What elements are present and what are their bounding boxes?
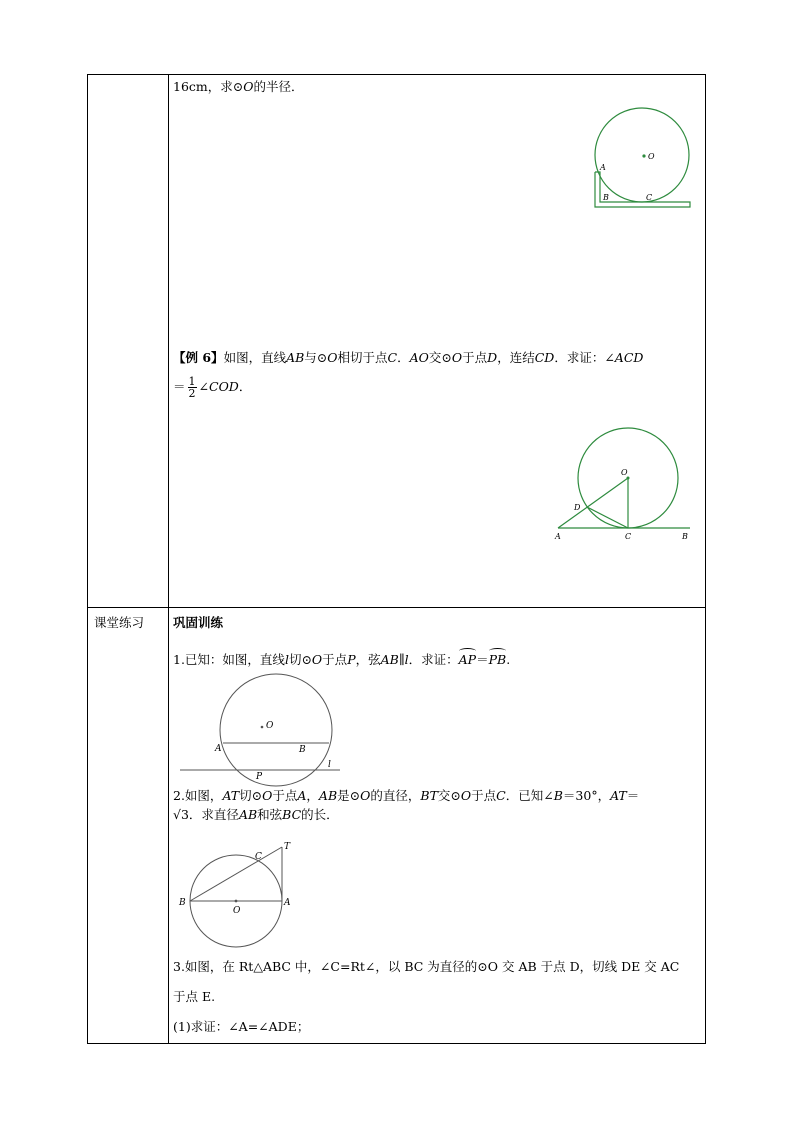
label-B: B — [299, 745, 306, 755]
arc-AP: AP — [458, 652, 477, 667]
label-D: D — [574, 503, 581, 512]
figure-circle-on-ruler — [590, 108, 700, 212]
label-A: A — [600, 163, 606, 172]
circle-O — [595, 108, 689, 202]
figure-q2-diameter-tangent — [176, 838, 296, 953]
label-A: A — [555, 532, 561, 541]
label-O: O — [648, 152, 655, 161]
arc-PB: PB — [488, 652, 507, 667]
center-point-O — [642, 154, 645, 157]
label-O: O — [621, 468, 628, 477]
figure-q1-chord-tangent — [180, 684, 345, 784]
center-point-O — [261, 726, 264, 729]
label-A: A — [284, 898, 291, 908]
label-C: C — [646, 193, 653, 202]
problem-intro-line: 16cm，求⊙O的半径． — [173, 79, 304, 94]
question-3-line1: 3.如图，在 Rt△ABC 中，∠C=Rt∠，以 BC 为直径的⊙O 交 AB 于点 D，切线 DE 交 AC — [173, 959, 680, 974]
chord-CD — [587, 507, 628, 528]
label-O: O — [233, 906, 241, 916]
circle-O — [220, 674, 332, 786]
question-2-line2: √3．求直径AB和弦BC的长． — [173, 807, 339, 822]
label-B: B — [179, 898, 186, 908]
label-T: T — [284, 842, 291, 852]
label-C: C — [255, 852, 262, 862]
column-divider — [168, 75, 169, 1043]
section-heading: 巩固训练 — [173, 615, 224, 630]
sqrt-three: √3 — [173, 807, 189, 822]
section-label-classroom-practice: 课堂练习 — [94, 615, 145, 630]
center-point-O — [235, 900, 238, 903]
fraction-one-half: $\frac{1}{2}$ — [188, 375, 196, 400]
label-O: O — [266, 721, 274, 731]
figure-example6-tangent — [552, 424, 697, 544]
label-P: P — [256, 772, 263, 782]
label-A: A — [215, 744, 222, 754]
label-l: l — [328, 760, 331, 770]
row-divider — [88, 607, 705, 608]
question-1: 1.已知：如图，直线l切⊙O于点P，弦AB∥l．求证：AP＝PB. — [173, 652, 511, 667]
question-3-line2: 于点 E. — [173, 989, 216, 1004]
question-3-part1: (1)求证：∠A=∠ADE； — [173, 1019, 310, 1034]
question-2-line1: 2.如图，AT切⊙O于点A，AB是⊙O的直径，BT交⊙O于点C．已知∠B＝30°，AT＝ — [173, 788, 640, 803]
label-C: C — [625, 532, 632, 541]
label-B: B — [603, 193, 609, 202]
label-B: B — [682, 532, 688, 541]
example6-line1: 【例 6】如图，直线AB与⊙O相切于点C．AO交⊙O于点D，连结CD．求证：∠ACD — [173, 350, 644, 365]
line-AO — [558, 478, 628, 528]
example6-line2: ＝ $\frac{1}{2}$ ∠COD． — [173, 375, 252, 400]
